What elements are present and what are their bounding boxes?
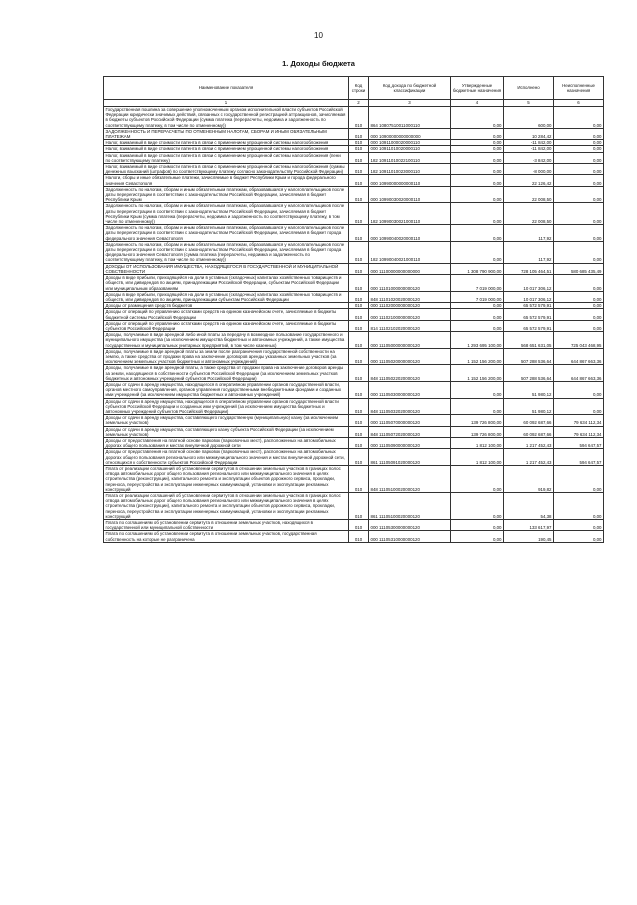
header-unexecuted: Неисполненные назначения bbox=[554, 77, 604, 100]
row-unexecuted-value: 0,00 bbox=[554, 303, 604, 309]
row-approved-value: 0,00 bbox=[451, 320, 504, 331]
row-executed-value: 190,45 bbox=[504, 531, 554, 542]
row-approved-value: 0,00 bbox=[451, 128, 504, 139]
row-indicator-name: Государственная пошлина за совершение уполномоченным органом исполнительной власти субъектов Российской Федерации юридически значимых действий, связанных с государственной регистрацией аттракционов, зачисляемая в бюджеты субъектов Российской Федерации (сумма платежа (перерасчеты, недоимка и задолженность по соответствующему платежу, в том числе по отмененному)) bbox=[104, 107, 349, 129]
row-executed-value: 919,82 bbox=[504, 466, 554, 493]
table-body bbox=[104, 107, 604, 543]
row-approved-value: 0,00 bbox=[451, 140, 504, 146]
row-approved-value: 1 293 695 100,00 bbox=[451, 332, 504, 349]
row-executed-value: -8 000,00 bbox=[504, 164, 554, 175]
row-executed-value: 10 284,42 bbox=[504, 128, 554, 139]
row-income-code: 861 11105091020000120 bbox=[369, 449, 451, 466]
table-row bbox=[104, 107, 604, 129]
row-line-code: 010 bbox=[349, 107, 369, 129]
row-indicator-name: Задолженность по налогам, сборам и иным обязательным платежам, образовавшаяся у налогоплательщиков после даты перерегистрации в соответствии с законодательством Российской Федерации, зачисляемая в бюджет Республики Крым (сумма платежа (перерасчеты, недоимка и задолженность по соответствующему платежу, в том числе по отмененному)) bbox=[104, 203, 349, 225]
row-indicator-name: Доходы от предоставления на платной основе парковок (парковочных мест), расположенных на автомобильных дорогах общего пользования регионального или межмуниципального значения и местах внеуличной дорожной сети, относящихся к собственности субъектов Российской Федерации bbox=[104, 449, 349, 466]
row-executed-value: -11 842,00 bbox=[504, 140, 554, 146]
row-unexecuted-value: 0,00 bbox=[554, 309, 604, 320]
row-executed-value: 117,92 bbox=[504, 241, 554, 263]
row-line-code: 010 bbox=[349, 291, 369, 302]
row-approved-value: 0,00 bbox=[451, 303, 504, 309]
row-income-code: 000 11100000000000000 bbox=[369, 263, 451, 274]
row-unexecuted-value: 0,00 bbox=[554, 203, 604, 225]
row-line-code: 010 bbox=[349, 164, 369, 175]
row-line-code: 010 bbox=[349, 466, 369, 493]
table-row bbox=[104, 415, 604, 426]
row-indicator-name: Задолженность по налогам, сборам и иным обязательным платежам, образовавшаяся у налогоплательщиков после даты перерегистрации в соответствии с законодательством Российской Федерации, зачисляемая в бюджет города федерального значения Севастополя (сумма платежа (перерасчеты, недоимка и задолженность по соответствующему платежу, в том числе по отмененному)) bbox=[104, 241, 349, 263]
row-approved-value: 0,00 bbox=[451, 225, 504, 242]
row-executed-value: -11 842,00 bbox=[504, 146, 554, 152]
column-number: 4 bbox=[451, 100, 504, 107]
table-row bbox=[104, 309, 604, 320]
row-line-code: 010 bbox=[349, 332, 369, 349]
row-line-code: 010 bbox=[349, 146, 369, 152]
row-income-code: 000 11105090000000120 bbox=[369, 437, 451, 448]
row-indicator-name: Налоги, сборы и иные обязательные платежи, зачисляемые в бюджет Республики Крым и города федерального значения Севастополя bbox=[104, 175, 349, 186]
table-row bbox=[104, 241, 604, 263]
column-number: 3 bbox=[369, 100, 451, 107]
row-unexecuted-value: 0,00 bbox=[554, 320, 604, 331]
row-indicator-name: Задолженность по налогам, сборам и иным обязательным платежам, образовавшаяся у налогоплательщиков после даты перерегистрации в соответствии с законодательством Российской Федерации, зачисляемая в бюджет города федерального значения Севастополя bbox=[104, 225, 349, 242]
row-unexecuted-value: 0,00 bbox=[554, 146, 604, 152]
row-indicator-name: Доходы в виде прибыли, приходящейся на доли в уставных (складочных) капиталах хозяйственных товариществ и обществ, или дивидендов по акциям, принадлежащим Российской Федерации, субъектам Российской Федерации или муниципальным образованиям bbox=[104, 275, 349, 292]
row-executed-value: 1 217 452,43 bbox=[504, 437, 554, 448]
row-line-code: 010 bbox=[349, 128, 369, 139]
row-executed-value: 507 288 536,64 bbox=[504, 348, 554, 365]
row-unexecuted-value: 0,00 bbox=[554, 241, 604, 263]
row-indicator-name: Задолженность по налогам, сборам и иным обязательным платежам, образовавшаяся у налогоплательщиков после даты перерегистрации в соответствии с законодательством Российской Федерации, зачисляемая в бюджет Республики Крым bbox=[104, 186, 349, 203]
row-indicator-name: Налог, взимаемый в виде стоимости патента в связи с применением упрощенной системы налогообложения (суммы денежных взысканий (штрафов) по соответствующему платежу согласно законодательству Российской Федерации) bbox=[104, 164, 349, 175]
row-unexecuted-value: 0,00 bbox=[554, 175, 604, 186]
row-indicator-name: Плата по соглашениям об установлении сервитута в отношении земельных участков, находящихся в государственной или муниципальной собственности bbox=[104, 520, 349, 531]
row-income-code: 000 11105070000000120 bbox=[369, 415, 451, 426]
row-income-code: 000 10911010020000110 bbox=[369, 146, 451, 152]
row-unexecuted-value: 0,00 bbox=[554, 520, 604, 531]
row-income-code: 848 11101020020000120 bbox=[369, 291, 451, 302]
row-income-code: 848 11105032020000120 bbox=[369, 398, 451, 415]
row-executed-value: 51 980,12 bbox=[504, 381, 554, 398]
row-executed-value: 65 572 579,91 bbox=[504, 303, 554, 309]
row-income-code: 000 11105300000000120 bbox=[369, 520, 451, 531]
row-approved-value: 7 019 000,00 bbox=[451, 291, 504, 302]
row-executed-value: 65 572 579,91 bbox=[504, 309, 554, 320]
row-approved-value: 0,00 bbox=[451, 520, 504, 531]
row-line-code: 010 bbox=[349, 303, 369, 309]
row-executed-value: 133 617,97 bbox=[504, 520, 554, 531]
row-income-code: 000 10990000000000110 bbox=[369, 175, 451, 186]
header-line-code: Код строки bbox=[349, 77, 369, 100]
row-income-code: 000 10990030020000110 bbox=[369, 186, 451, 203]
row-indicator-name: ДОХОДЫ ОТ ИСПОЛЬЗОВАНИЯ ИМУЩЕСТВА, НАХОДЯЩЕГОСЯ В ГОСУДАРСТВЕННОЙ И МУНИЦИПАЛЬНОЙ СОБСТВЕННОСТИ bbox=[104, 263, 349, 274]
row-approved-value: 0,00 bbox=[451, 531, 504, 542]
column-number: 1 bbox=[104, 100, 349, 107]
row-approved-value: 0,00 bbox=[451, 186, 504, 203]
budget-income-table bbox=[103, 76, 604, 543]
row-income-code: 814 11102102020000120 bbox=[369, 320, 451, 331]
row-line-code: 010 bbox=[349, 381, 369, 398]
table-row bbox=[104, 381, 604, 398]
row-executed-value: 51 980,12 bbox=[504, 398, 554, 415]
row-line-code: 010 bbox=[349, 520, 369, 531]
column-number-row bbox=[104, 100, 604, 107]
row-line-code: 010 bbox=[349, 348, 369, 365]
row-line-code: 010 bbox=[349, 241, 369, 263]
row-line-code: 010 bbox=[349, 309, 369, 320]
row-unexecuted-value: 0,00 bbox=[554, 398, 604, 415]
row-unexecuted-value: 644 867 663,36 bbox=[554, 365, 604, 382]
row-approved-value: 0,00 bbox=[451, 152, 504, 163]
table-row bbox=[104, 164, 604, 175]
row-income-code: 182 10911010022100110 bbox=[369, 152, 451, 163]
table-row bbox=[104, 152, 604, 163]
row-income-code: 182 10990030021000110 bbox=[369, 203, 451, 225]
row-income-code: 848 11105072020000120 bbox=[369, 426, 451, 437]
row-income-code: 000 11105000000000120 bbox=[369, 332, 451, 349]
row-line-code: 010 bbox=[349, 275, 369, 292]
row-unexecuted-value: 0,00 bbox=[554, 107, 604, 129]
row-executed-value: -3 842,00 bbox=[504, 152, 554, 163]
row-income-code: 000 11105020000000120 bbox=[369, 348, 451, 365]
row-executed-value: 117,92 bbox=[504, 225, 554, 242]
row-indicator-name: Доходы в виде прибыли, приходящейся на доли в уставных (складочных) капиталах хозяйственных товариществ и обществ, или дивидендов по акциям, принадлежащим субъектам Российской Федерации bbox=[104, 291, 349, 302]
header-indicator-name: Наименование показателя bbox=[104, 77, 349, 100]
row-approved-value: 0,00 bbox=[451, 175, 504, 186]
row-executed-value: 60 092 687,66 bbox=[504, 426, 554, 437]
section-title: 1. Доходы бюджета bbox=[282, 59, 355, 68]
row-indicator-name: Доходы от сдачи в аренду имущества, составляющего государственную (муниципальную) казну (за исключением земельных участков) bbox=[104, 415, 349, 426]
table-row bbox=[104, 175, 604, 186]
header-income-code: Код дохода по бюджетной классификации bbox=[369, 77, 451, 100]
row-executed-value: 65 572 579,91 bbox=[504, 320, 554, 331]
row-executed-value: 22 008,50 bbox=[504, 186, 554, 203]
row-unexecuted-value: 0,00 bbox=[554, 531, 604, 542]
row-indicator-name: Доходы от операций по управлению остатками средств на едином казначейском счете, зачисляемые в бюджеты бюджетной системы Российской Федерации bbox=[104, 309, 349, 320]
row-approved-value: 1 812 100,00 bbox=[451, 437, 504, 448]
table-row bbox=[104, 275, 604, 292]
row-income-code: 000 11101000000000120 bbox=[369, 275, 451, 292]
row-line-code: 010 bbox=[349, 437, 369, 448]
row-income-code: 864 10807510011000110 bbox=[369, 107, 451, 129]
row-indicator-name: ЗАДОЛЖЕННОСТЬ И ПЕРЕРАСЧЕТЫ ПО ОТМЕНЕННЫМ НАЛОГАМ, СБОРАМ И ИНЫМ ОБЯЗАТЕЛЬНЫМ ПЛАТЕЖАМ bbox=[104, 128, 349, 139]
row-executed-value: 568 651 631,05 bbox=[504, 332, 554, 349]
row-unexecuted-value: 0,00 bbox=[554, 152, 604, 163]
row-indicator-name: Доходы, получаемые в виде арендной либо иной платы за передачу в возмездное пользование государственного и муниципального имущества (за исключением имущества бюджетных и автономных учреждений, а также имущества государственных и муниципальных унитарных предприятий, в том числе казенных) bbox=[104, 332, 349, 349]
row-line-code: 010 bbox=[349, 140, 369, 146]
table-row bbox=[104, 520, 604, 531]
row-executed-value: 60 092 687,66 bbox=[504, 415, 554, 426]
row-line-code: 010 bbox=[349, 531, 369, 542]
row-unexecuted-value: 0,00 bbox=[554, 140, 604, 146]
row-approved-value: 7 019 000,00 bbox=[451, 275, 504, 292]
row-unexecuted-value: 0,00 bbox=[554, 128, 604, 139]
table-row bbox=[104, 263, 604, 274]
row-executed-value: 10 017 306,12 bbox=[504, 291, 554, 302]
row-income-code: 000 11102000000000120 bbox=[369, 303, 451, 309]
row-executed-value: 22 126,42 bbox=[504, 175, 554, 186]
row-income-code: 000 11105310000000120 bbox=[369, 531, 451, 542]
table-row bbox=[104, 225, 604, 242]
row-indicator-name: Доходы от размещения средств бюджетов bbox=[104, 303, 349, 309]
row-executed-value: 10 017 306,12 bbox=[504, 275, 554, 292]
row-approved-value: 1 152 156 200,00 bbox=[451, 348, 504, 365]
table-row bbox=[104, 437, 604, 448]
table-row bbox=[104, 128, 604, 139]
row-approved-value: 139 726 800,00 bbox=[451, 415, 504, 426]
row-line-code: 010 bbox=[349, 415, 369, 426]
column-number: 6 bbox=[554, 100, 604, 107]
row-income-code: 000 11105030000000120 bbox=[369, 381, 451, 398]
row-unexecuted-value: 0,00 bbox=[554, 164, 604, 175]
row-approved-value: 1 308 790 900,00 bbox=[451, 263, 504, 274]
row-executed-value: 22 008,50 bbox=[504, 203, 554, 225]
table-row bbox=[104, 203, 604, 225]
row-indicator-name: Доходы от операций по управлению остатками средств на едином казначейском счете, зачисляемые в бюджеты субъектов Российской Федерации bbox=[104, 320, 349, 331]
row-unexecuted-value: 580 685 435,49 bbox=[554, 263, 604, 274]
row-approved-value: 0,00 bbox=[451, 466, 504, 493]
row-indicator-name: Налог, взимаемый в виде стоимости патента в связи с применением упрощенной системы налогообложения bbox=[104, 140, 349, 146]
row-approved-value: 0,00 bbox=[451, 493, 504, 520]
table-row bbox=[104, 531, 604, 542]
row-line-code: 010 bbox=[349, 449, 369, 466]
row-line-code: 010 bbox=[349, 398, 369, 415]
row-unexecuted-value: 79 634 112,34 bbox=[554, 415, 604, 426]
row-line-code: 010 bbox=[349, 365, 369, 382]
row-indicator-name: Доходы, получаемые в виде арендной платы, а также средства от продажи права на заключение договоров аренды за земли, находящиеся в собственности субъектов Российской Федерации (за исключением земельных участков бюджетных и автономных учреждений субъектов Российской Федерации) bbox=[104, 365, 349, 382]
row-income-code: 848 11105022020000120 bbox=[369, 365, 451, 382]
row-unexecuted-value: 79 634 112,34 bbox=[554, 426, 604, 437]
row-line-code: 010 bbox=[349, 263, 369, 274]
row-income-code: 000 10900000000000000 bbox=[369, 128, 451, 139]
row-unexecuted-value: 725 043 468,95 bbox=[554, 332, 604, 349]
row-approved-value: 0,00 bbox=[451, 241, 504, 263]
header-approved: Утвержденные бюджетные назначения bbox=[451, 77, 504, 100]
row-unexecuted-value: 0,00 bbox=[554, 275, 604, 292]
row-indicator-name: Налог, взимаемый в виде стоимости патента в связи с применением упрощенной системы налогообложения bbox=[104, 146, 349, 152]
row-unexecuted-value: 0,00 bbox=[554, 381, 604, 398]
row-approved-value: 139 726 800,00 bbox=[451, 426, 504, 437]
row-unexecuted-value: 594 647,57 bbox=[554, 437, 604, 448]
row-line-code: 010 bbox=[349, 493, 369, 520]
row-executed-value: 507 288 536,64 bbox=[504, 365, 554, 382]
row-line-code: 010 bbox=[349, 320, 369, 331]
row-line-code: 010 bbox=[349, 152, 369, 163]
row-income-code: 000 11102100000000120 bbox=[369, 309, 451, 320]
row-indicator-name: Плата от реализации соглашений об установлении сервитутов в отношении земельных участков в границах полос отвода автомобильных дорог общего пользования регионального или межмуниципального значения в целях строительства (реконструкции), капитального ремонта и эксплуатации объектов дорожного сервиса, прокладки, переноса, переустройства и эксплуатации инженерных коммуникаций, установки и эксплуатации рекламных конструкций bbox=[104, 493, 349, 520]
row-approved-value: 1 152 156 200,00 bbox=[451, 365, 504, 382]
table-row bbox=[104, 398, 604, 415]
table-row bbox=[104, 493, 604, 520]
table-row bbox=[104, 332, 604, 349]
table-row bbox=[104, 291, 604, 302]
header-executed: Исполнено bbox=[504, 77, 554, 100]
row-indicator-name: Доходы, получаемые в виде арендной платы за земли после разграничения государственной собственности на землю, а также средства от продажи права на заключение договоров аренды указанных земельных участков (за исключением земельных участков бюджетных и автономных учреждений) bbox=[104, 348, 349, 365]
row-income-code: 182 10990040021000110 bbox=[369, 241, 451, 263]
table-row bbox=[104, 320, 604, 331]
row-unexecuted-value: 0,00 bbox=[554, 493, 604, 520]
row-approved-value: 0,00 bbox=[451, 203, 504, 225]
row-indicator-name: Плата по соглашениям об установлении сервитута в отношении земельных участков, государственная собственность на которые не разграничена bbox=[104, 531, 349, 542]
row-unexecuted-value: 594 647,57 bbox=[554, 449, 604, 466]
row-line-code: 010 bbox=[349, 426, 369, 437]
row-income-code: 848 11105100020000120 bbox=[369, 466, 451, 493]
row-line-code: 010 bbox=[349, 203, 369, 225]
row-executed-value: 728 105 464,51 bbox=[504, 263, 554, 274]
row-unexecuted-value: 0,00 bbox=[554, 225, 604, 242]
table-row bbox=[104, 365, 604, 382]
row-approved-value: 0,00 bbox=[451, 107, 504, 129]
row-income-code: 000 10911000020000110 bbox=[369, 140, 451, 146]
row-indicator-name: Плата от реализации соглашений об установлении сервитутов в отношении земельных участков в границах полос отвода автомобильных дорог общего пользования регионального или межмуниципального значения в целях строительства (реконструкции), капитального ремонта и эксплуатации объектов дорожного сервиса, прокладки, переноса, переустройства и эксплуатации инженерных коммуникаций, установки и эксплуатации рекламных конструкций bbox=[104, 466, 349, 493]
row-approved-value: 0,00 bbox=[451, 146, 504, 152]
row-income-code: 182 10911010023000110 bbox=[369, 164, 451, 175]
row-unexecuted-value: 0,00 bbox=[554, 186, 604, 203]
column-number: 5 bbox=[504, 100, 554, 107]
column-number: 2 bbox=[349, 100, 369, 107]
row-indicator-name: Доходы от сдачи в аренду имущества, находящегося в оперативном управлении органов государственной власти субъектов Российской Федерации и созданных ими учреждений (за исключением имущества бюджетных и автономных учреждений субъектов Российской Федерации) bbox=[104, 398, 349, 415]
table-row bbox=[104, 348, 604, 365]
row-indicator-name: Доходы от предоставления на платной основе парковок (парковочных мест), расположенных на автомобильных дорогах общего пользования и местах внеуличной дорожной сети bbox=[104, 437, 349, 448]
row-line-code: 010 bbox=[349, 225, 369, 242]
row-approved-value: 1 812 100,00 bbox=[451, 449, 504, 466]
row-indicator-name: Доходы от сдачи в аренду имущества, находящегося в оперативном управлении органов государственной власти, органов местного самоуправления, органов управления государственными внебюджетными фондами и созданных ими учреждений (за исключением имущества бюджетных и автономных учреждений) bbox=[104, 381, 349, 398]
table-row bbox=[104, 466, 604, 493]
row-unexecuted-value: 0,00 bbox=[554, 466, 604, 493]
row-unexecuted-value: 0,00 bbox=[554, 291, 604, 302]
row-line-code: 010 bbox=[349, 175, 369, 186]
row-approved-value: 0,00 bbox=[451, 309, 504, 320]
row-income-code: 000 10990040020000110 bbox=[369, 225, 451, 242]
table-row bbox=[104, 449, 604, 466]
row-indicator-name: Доходы от сдачи в аренду имущества, составляющего казну субъекта Российской Федерации (за исключением земельных участков) bbox=[104, 426, 349, 437]
row-unexecuted-value: 644 867 663,36 bbox=[554, 348, 604, 365]
row-approved-value: 0,00 bbox=[451, 164, 504, 175]
row-income-code: 861 11105100020000120 bbox=[369, 493, 451, 520]
table-row bbox=[104, 186, 604, 203]
table-header-row bbox=[104, 77, 604, 100]
row-approved-value: 0,00 bbox=[451, 381, 504, 398]
row-indicator-name: Налог, взимаемый в виде стоимости патента в связи с применением упрощенной системы налогообложения (пени по соответствующему платежу) bbox=[104, 152, 349, 163]
page-number: 10 bbox=[314, 31, 323, 40]
row-line-code: 010 bbox=[349, 186, 369, 203]
row-approved-value: 0,00 bbox=[451, 398, 504, 415]
row-executed-value: 1 217 452,43 bbox=[504, 449, 554, 466]
table-row bbox=[104, 426, 604, 437]
row-executed-value: 600,00 bbox=[504, 107, 554, 129]
row-executed-value: 54,38 bbox=[504, 493, 554, 520]
